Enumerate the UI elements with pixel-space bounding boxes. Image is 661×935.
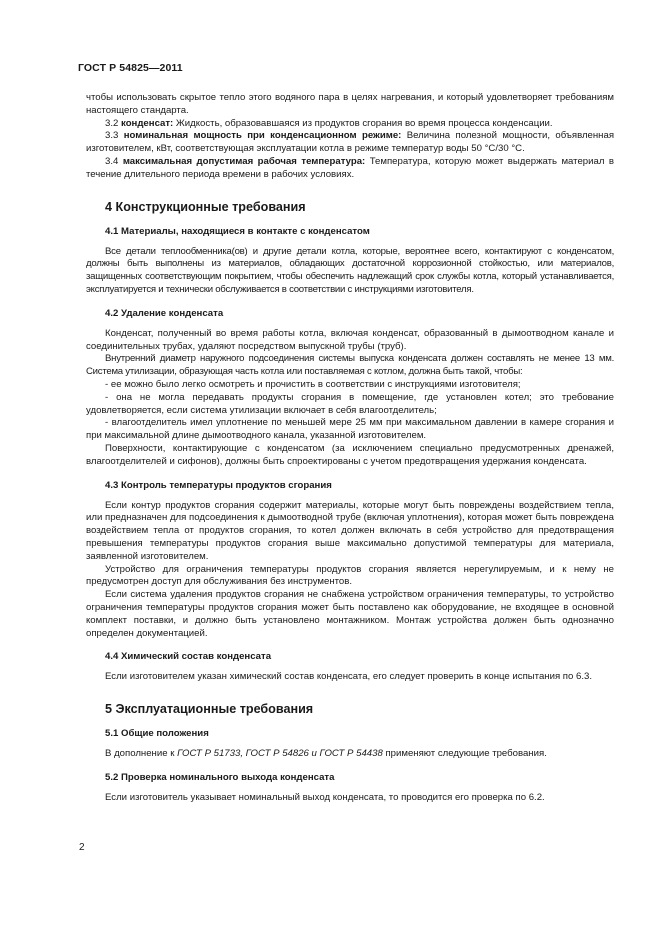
term-max-temperature: максимальная допустимая рабочая температура: — [122, 155, 366, 167]
section-5-2-paragraph: Если изготовитель указывает номинальный выход конденсата, то проводится его проверка по 6.2. — [105, 791, 545, 803]
section-4-2-bullet-3: - влагоотделитель имел уплотнение по меньшей мере 25 мм при максимальном давлении в камере сгорания и при максимальной длине дымоотводного канала, указанной изготовителем. — [86, 417, 614, 442]
section-4-4-paragraph: Если изготовителем указан химический состав конденсата, его следует проверить в конце испытания по 6.3. — [105, 671, 592, 683]
term-nominal-power: номинальная мощность при конденсационном режиме: — [123, 130, 402, 142]
section-4-3-paragraph-1: Если контур продуктов сгорания содержит материалы, которые могут быть повреждены воздействием тепла, или предназначен для подсоединения к дымоотводной трубе (включая уплотнения), которая может быть повреждена воздействием тепла от продуктов сгорания, то котел должен включать в себя устройство для предотвращения превышения температуры продуктов сгорания выше максимально допустимой температуры для материала, заявленной изготовителем. — [86, 499, 614, 562]
section-5-heading: 5 Эксплуатационные требования — [105, 702, 314, 717]
page-content — [86, 92, 614, 805]
term-condensate: конденсат: — [121, 117, 174, 129]
section-5-1-paragraph: В дополнение к ГОСТ Р 51733, ГОСТ Р 54826 и ГОСТ Р 54438 применяют следующие требования. — [105, 748, 547, 760]
section-4-3-paragraph-3: Если система удаления продуктов сгорания не снабжена устройством ограничения температуры, то устройство ограничения температуры продуктов сгорания может быть поставлено как оборудование, не входящее в основной комплект поставки, и должно быть установлено монтажником. Монтаж устройства должен быть однозначно определен документацией. — [86, 589, 614, 639]
section-4-2-paragraph-2: Внутренний диаметр наружного подсоединения системы выпуска конденсата должен составлять не менее 13 мм. Система утилизации, образующая часть котла или поставляемая с котлом, должна быть такой, чтобы: — [86, 353, 614, 378]
definition-3-2: 3.2 конденсат: Жидкость, образовавшаяся из продуктов сгорания во время процесса конденсации. — [105, 117, 553, 129]
section-4-4-heading: 4.4 Химический состав конденсата — [105, 651, 272, 663]
definition-3-4: 3.4 максимальная допустимая рабочая температура: Температура, которую может выдержать материал в течение длительного периода времени в рабочих условиях. — [86, 155, 614, 180]
section-4-heading: 4 Конструкционные требования — [105, 199, 306, 214]
section-5-1-heading: 5.1 Общие положения — [105, 728, 209, 740]
section-4-2-paragraph-3: Поверхности, контактирующие с конденсатом (за исключением специально предусмотренных дренажей, влагоотделителей и сифонов), должны быть спроектированы с учетом предотвращения удержания конденсата. — [86, 442, 614, 467]
section-4-3-heading: 4.3 Контроль температуры продуктов сгорания — [105, 479, 332, 491]
section-4-2-paragraph-1: Конденсат, полученный во время работы котла, включая конденсат, образованный в дымоотводном канале и соединительных трубах, удаляют посредством выпускной трубы (труб). — [86, 327, 614, 352]
definition-3-3: 3.3 номинальная мощность при конденсационном режиме: Величина полезной мощности, объявленная изготовителем, кВт, соответствующая эксплуатации котла в режиме температур воды 50 °С/30 °С. — [86, 130, 615, 155]
page-number: 2 — [79, 842, 85, 853]
standard-references: ГОСТ Р 51733, ГОСТ Р 54826 и ГОСТ Р 54438 — [177, 748, 383, 760]
section-4-2-heading: 4.2 Удаление конденсата — [105, 307, 224, 319]
section-4-2-bullet-1: - ее можно было легко осмотреть и прочистить в соответствии с инструкциями изготовителя; — [105, 378, 521, 390]
paragraph-continuation: чтобы использовать скрытое тепло этого водяного пара в целях нагревания, и который удовлетворяет требованиям настоящего стандарта. — [86, 92, 614, 116]
running-header: ГОСТ Р 54825—2011 — [78, 62, 183, 74]
section-4-1-paragraph: Все детали теплообменника(ов) и другие детали котла, которые, вероятнее всего, контактируют с конденсатом, должны быть выполнены из материалов, обладающих достаточной коррозионной стойкостью, или материалов, защищенных соответствующим покрытием, чтобы обеспечить надлежащий срок службы котла, который устанавливается, эксплуатируется и технически обслуживается в соответствии с инструкциями изготовителя. — [86, 245, 614, 295]
section-4-1-heading: 4.1 Материалы, находящиеся в контакте с конденсатом — [105, 225, 370, 237]
section-4-3-paragraph-2: Устройство для ограничения температуры продуктов сгорания является нерегулируемым, и к нему не предусмотрен доступ для обслуживания без инструментов. — [86, 563, 614, 588]
section-5-2-heading: 5.2 Проверка номинального выхода конденсата — [105, 771, 335, 783]
section-4-2-bullet-2: - она не могла передавать продукты сгорания в помещение, где установлен котел; это требование удовлетворяется, если система утилизации включает в себя влагоотделитель; — [86, 391, 614, 416]
